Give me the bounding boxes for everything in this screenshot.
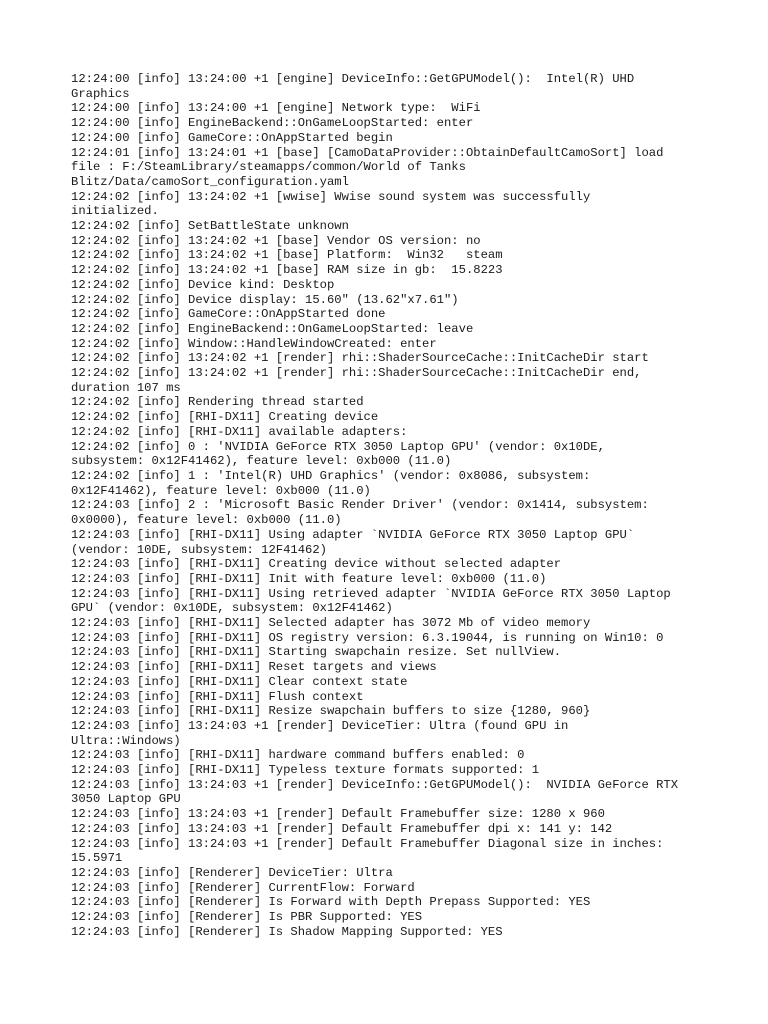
log-line: 12:24:03 [info] [RHI-DX11] Creating device without selected adapter <box>71 557 562 572</box>
log-line: 12:24:02 [info] Device kind: Desktop <box>71 277 335 292</box>
log-line: 12:24:02 [info] 13:24:02 +1 [wwise] Wwise sound system was successfully <box>71 189 591 204</box>
log-line: 12:24:03 [info] [RHI-DX11] Starting swapchain resize. Set nullView. <box>71 645 562 660</box>
log-document <box>71 72 711 939</box>
log-line: 12:24:02 [info] Window::HandleWindowCreated: enter <box>71 336 437 351</box>
log-line: initialized. <box>71 204 159 219</box>
log-line: 0x0000), feature level: 0xb000 (11.0) <box>71 513 342 528</box>
log-line: subsystem: 0x12F41462), feature level: 0xb000 (11.0) <box>71 454 452 469</box>
log-line: 0x12F41462), feature level: 0xb000 (11.0) <box>71 483 371 498</box>
log-line: 12:24:03 [info] [RHI-DX11] Using adapter `NVIDIA GeForce RTX 3050 Laptop GPU` <box>71 527 635 542</box>
log-line: GPU` (vendor: 0x10DE, subsystem: 0x12F41462) <box>71 601 393 616</box>
log-line: (vendor: 10DE, subsystem: 12F41462) <box>71 542 327 557</box>
log-line: 12:24:03 [info] 13:24:03 +1 [render] Default Framebuffer dpi x: 141 y: 142 <box>71 821 613 836</box>
log-line: 15.5971 <box>71 851 123 866</box>
log-line: 3050 Laptop GPU <box>71 792 181 807</box>
log-line: 12:24:03 [info] [RHI-DX11] Clear context state <box>71 674 408 689</box>
log-line: 12:24:02 [info] Device display: 15.60" (13.62"x7.61") <box>71 292 459 307</box>
log-line: 12:24:02 [info] 13:24:02 +1 [base] Vendor OS version: no <box>71 233 481 248</box>
log-line: 12:24:03 [info] [Renderer] DeviceTier: Ultra <box>71 865 393 880</box>
log-line: 12:24:03 [info] [Renderer] Is Forward with Depth Prepass Supported: YES <box>71 895 591 910</box>
log-line: 12:24:03 [info] [RHI-DX11] Init with feature level: 0xb000 (11.0) <box>71 571 547 586</box>
log-line: 12:24:03 [info] [RHI-DX11] Using retrieved adapter `NVIDIA GeForce RTX 3050 Laptop <box>71 586 671 601</box>
log-line: file : F:/SteamLibrary/steamapps/common/World of Tanks <box>71 160 466 175</box>
log-line: 12:24:03 [info] [RHI-DX11] Typeless texture formats supported: 1 <box>71 763 540 778</box>
log-line: 12:24:02 [info] GameCore::OnAppStarted done <box>71 307 386 322</box>
log-line: 12:24:02 [info] EngineBackend::OnGameLoopStarted: leave <box>71 321 474 336</box>
log-line: 12:24:03 [info] 13:24:03 +1 [render] Default Framebuffer Diagonal size in inches: <box>71 836 664 851</box>
log-line: 12:24:03 [info] 13:24:03 +1 [render] Default Framebuffer size: 1280 x 960 <box>71 807 605 822</box>
log-line: 12:24:00 [info] 13:24:00 +1 [engine] DeviceInfo::GetGPUModel(): Intel(R) UHD <box>71 72 635 86</box>
log-line: 12:24:02 [info] [RHI-DX11] available adapters: <box>71 424 408 439</box>
log-line: Blitz/Data/camoSort_configuration.yaml <box>71 174 349 189</box>
log-line: 12:24:02 [info] 13:24:02 +1 [render] rhi::ShaderSourceCache::InitCacheDir end, <box>71 366 642 381</box>
log-line: 12:24:01 [info] 13:24:01 +1 [base] [CamoDataProvider::ObtainDefaultCamoSort] load <box>71 145 664 160</box>
log-line: Ultra::Windows) <box>71 733 181 748</box>
log-line: Graphics <box>71 86 130 101</box>
log-line: 12:24:02 [info] 1 : 'Intel(R) UHD Graphics' (vendor: 0x8086, subsystem: <box>71 468 591 483</box>
log-line: 12:24:00 [info] GameCore::OnAppStarted begin <box>71 130 393 145</box>
log-line: 12:24:00 [info] 13:24:00 +1 [engine] Network type: WiFi <box>71 101 481 116</box>
log-line: 12:24:00 [info] EngineBackend::OnGameLoopStarted: enter <box>71 116 474 131</box>
log-line: 12:24:02 [info] 13:24:02 +1 [base] RAM size in gb: 15.8223 <box>71 263 503 278</box>
log-line: 12:24:03 [info] 2 : 'Microsoft Basic Render Driver' (vendor: 0x1414, subsystem: <box>71 498 649 513</box>
log-line: 12:24:02 [info] SetBattleState unknown <box>71 219 349 234</box>
log-line: 12:24:03 [info] [RHI-DX11] Resize swapchain buffers to size {1280, 960} <box>71 704 591 719</box>
log-line: duration 107 ms <box>71 380 181 395</box>
log-line: 12:24:02 [info] 13:24:02 +1 [render] rhi::ShaderSourceCache::InitCacheDir start <box>71 351 649 366</box>
log-line: 12:24:02 [info] Rendering thread started <box>71 395 364 410</box>
log-line: 12:24:02 [info] 0 : 'NVIDIA GeForce RTX 3050 Laptop GPU' (vendor: 0x10DE, <box>71 439 605 454</box>
log-line: 12:24:03 [info] [RHI-DX11] Flush context <box>71 689 364 704</box>
log-line: 12:24:03 [info] [Renderer] Is Shadow Mapping Supported: YES <box>71 924 503 939</box>
log-line: 12:24:03 [info] [RHI-DX11] hardware command buffers enabled: 0 <box>71 748 525 763</box>
log-line: 12:24:02 [info] 13:24:02 +1 [base] Platform: Win32 steam <box>71 248 503 263</box>
log-line: 12:24:03 [info] 13:24:03 +1 [render] DeviceInfo::GetGPUModel(): NVIDIA GeForce RTX <box>71 777 679 792</box>
log-line: 12:24:03 [info] [RHI-DX11] Selected adapter has 3072 Mb of video memory <box>71 616 591 631</box>
log-line: 12:24:03 [info] 13:24:03 +1 [render] DeviceTier: Ultra (found GPU in <box>71 718 569 733</box>
log-line: 12:24:03 [info] [RHI-DX11] OS registry version: 6.3.19044, is running on Win10: 0 <box>71 630 664 645</box>
log-line: 12:24:03 [info] [Renderer] CurrentFlow: Forward <box>71 880 415 895</box>
log-line: 12:24:02 [info] [RHI-DX11] Creating device <box>71 410 379 425</box>
log-line: 12:24:03 [info] [Renderer] Is PBR Supported: YES <box>71 910 423 925</box>
log-line: 12:24:03 [info] [RHI-DX11] Reset targets and views <box>71 660 437 675</box>
